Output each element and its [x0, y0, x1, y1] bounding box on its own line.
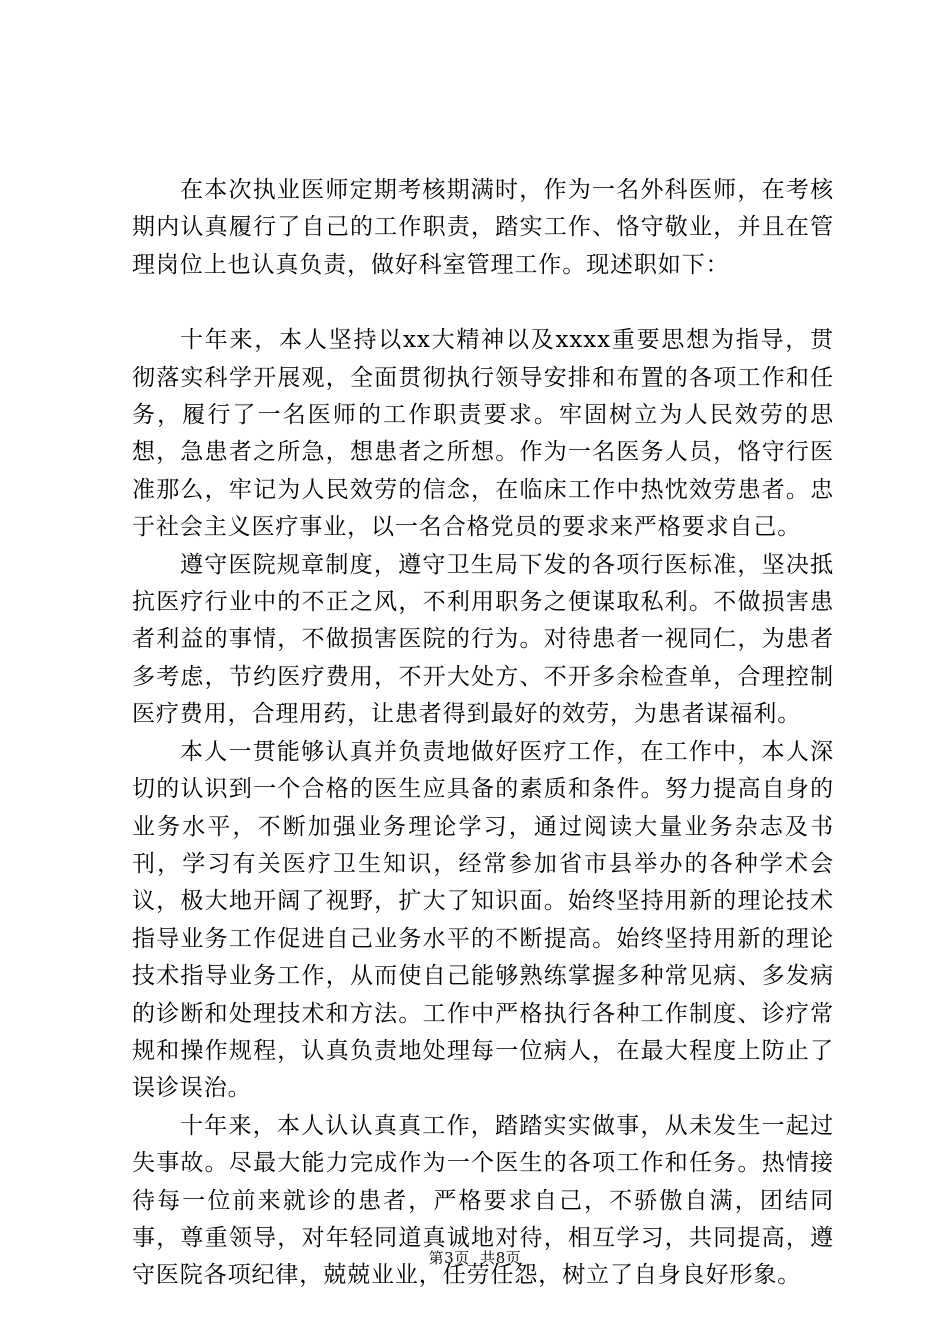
page-number: 第3页	[428, 1249, 470, 1267]
paragraph-intro: 在本次执业医师定期考核期满时，作为一名外科医师，在考核期内认真履行了自己的工作职责，踏实工作、恪守敬业，并且在管理岗位上也认真负责，做好科室管理工作。现述职如下：	[132, 177, 834, 278]
paragraph-professional-work: 本人一贯能够认真并负责地做好医疗工作，在工作中，本人深切的认识到一个合格的医生应具备的素质和条件。努力提高自身的业务水平，不断加强业务理论学习，通过阅读大量业务杂志及书刊，学习有关医疗卫生知识，经常参加省市县举办的各种学术会议，极大地开阔了视野，扩大了知识面。始终坚持用新的理论技术指导业务工作促进自己业务水平的不断提高。始终坚持用新的理论技术指导业务工作，从而使自己能够熟练掌握多种常见病、多发病的诊断和处理技术和方法。工作中严格执行各种工作制度、诊疗常规和操作规程，认真负责地处理每一位病人，在最大程度上防止了误诊误治。	[132, 738, 834, 1102]
paragraph-regulations: 遵守医院规章制度，遵守卫生局下发的各项行医标准，坚决抵抗医疗行业中的不正之风，不利用职务之便谋取私利。不做损害患者利益的事情，不做损害医院的行为。对待患者一视同仁，为患者多考虑，节约医疗费用，不开大处方、不开多余检查单，合理控制医疗费用，合理用药，让患者得到最好的效劳，为患者谋福利。	[132, 551, 834, 728]
paragraph-conclusion: 十年来，本人认认真真工作，踏踏实实做事，从未发生一起过失事故。尽最大能力完成作为一个医生的各项工作和任务。热情接待每一位前来就诊的患者，严格要求自己，不骄傲自满，团结同事，尊重领导，对年轻同道真诚地对待，相互学习，共同提高，遵守医院各项纪律，兢兢业业，任劳任怨，树立了自身良好形象。	[132, 1112, 834, 1289]
document-body	[132, 172, 834, 1295]
paragraph-ideology: 十年来，本人坚持以xx大精神以及xxxx重要思想为指导，贯彻落实科学开展观，全面贯彻执行领导安排和布置的各项工作和任务，履行了一名医师的工作职责要求。牢固树立为人民效劳的思想，急患者之所急，想患者之所想。作为一名医务人员，恪守行医准那么，牢记为人民效劳的信念，在临床工作中热忱效劳患者。忠于社会主义医疗事业，以一名合格党员的要求来严格要求自己。	[132, 327, 834, 541]
page-footer	[0, 1248, 950, 1268]
page-total: 共8页	[480, 1249, 522, 1267]
